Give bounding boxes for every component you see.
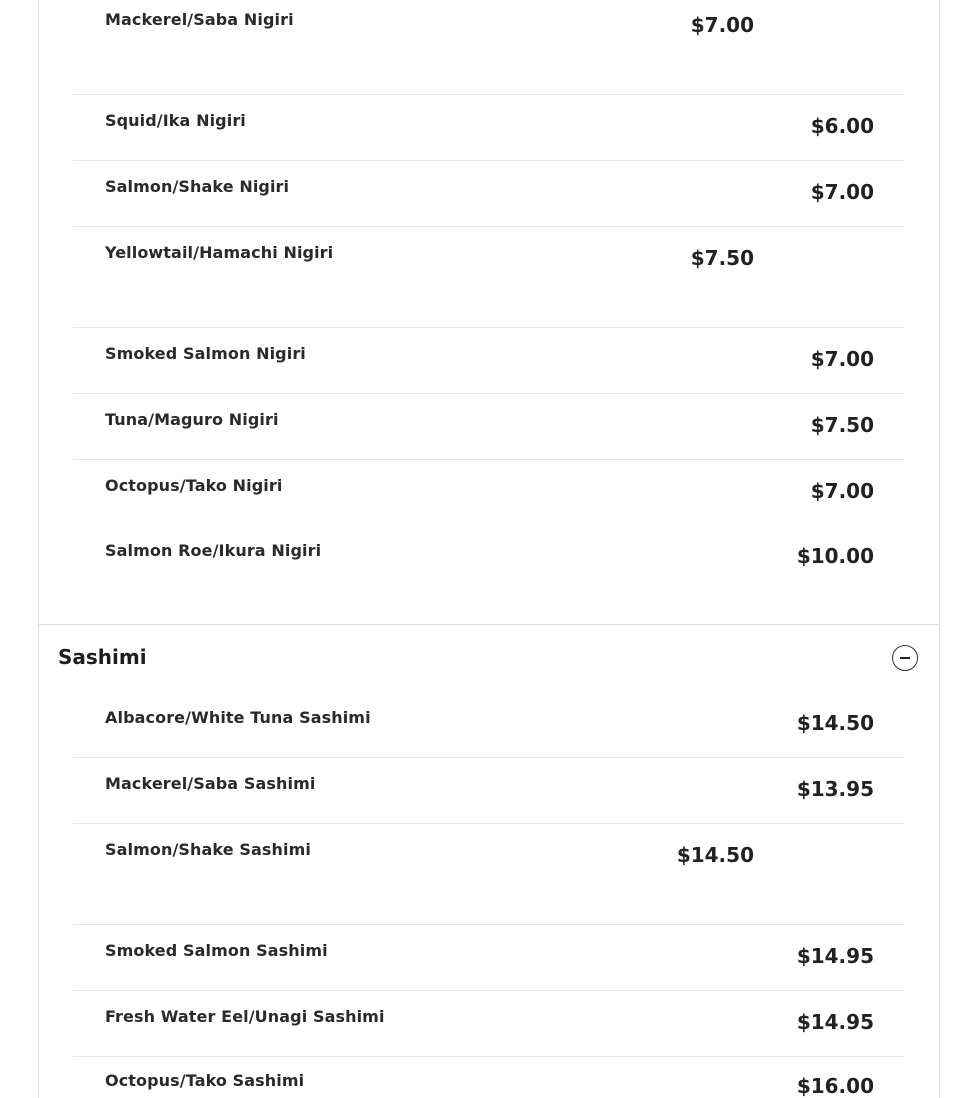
menu-item-row[interactable]: [73, 394, 904, 460]
item-name: Smoked Salmon Nigiri: [105, 344, 306, 363]
item-price: $7.00: [810, 479, 874, 503]
item-price: $7.00: [810, 180, 874, 204]
item-name: Squid/Ika Nigiri: [105, 111, 246, 130]
menu-item-row[interactable]: [73, 758, 904, 824]
item-price: $7.50: [810, 413, 874, 437]
item-price: $14.95: [796, 1010, 874, 1034]
item-price: $13.95: [796, 777, 874, 801]
menu-item-row[interactable]: [73, 526, 904, 592]
menu-item-row[interactable]: [73, 692, 904, 758]
minus-circle-icon[interactable]: [892, 645, 918, 671]
item-price: $14.50: [796, 711, 874, 735]
item-price: $10.00: [796, 544, 874, 568]
item-name: Yellowtail/Hamachi Nigiri: [105, 243, 334, 262]
menu-item-row[interactable]: [73, 1057, 904, 1098]
item-name: Octopus/Tako Sashimi: [105, 1071, 305, 1090]
item-name: Salmon/Shake Sashimi: [105, 840, 311, 859]
menu-item-row[interactable]: [73, 227, 904, 328]
item-name: Mackerel/Saba Sashimi: [105, 774, 316, 793]
item-price: $6.00: [810, 114, 874, 138]
item-price: $14.95: [796, 944, 874, 968]
item-price: $16.00: [796, 1074, 874, 1098]
item-price: $7.00: [810, 347, 874, 371]
menu-item-row[interactable]: [73, 824, 904, 925]
section-title-sashimi[interactable]: Sashimi: [58, 645, 147, 669]
menu-item-row[interactable]: [73, 925, 904, 991]
item-price: $7.00: [690, 13, 754, 37]
menu-item-row[interactable]: [73, 460, 904, 526]
menu-item-row[interactable]: [73, 95, 904, 161]
item-name: Salmon Roe/Ikura Nigiri: [105, 541, 322, 560]
item-name: Fresh Water Eel/Unagi Sashimi: [105, 1007, 385, 1026]
item-name: Smoked Salmon Sashimi: [105, 941, 328, 960]
item-name: Tuna/Maguro Nigiri: [105, 410, 279, 429]
item-name: Octopus/Tako Nigiri: [105, 476, 283, 495]
menu-item-row[interactable]: [73, 991, 904, 1057]
item-name: Salmon/Shake Nigiri: [105, 177, 290, 196]
menu-item-row[interactable]: [73, 0, 904, 95]
item-name: Mackerel/Saba Nigiri: [105, 10, 294, 29]
item-price: $14.50: [676, 843, 754, 867]
item-price: $7.50: [690, 246, 754, 270]
menu-item-row[interactable]: [73, 161, 904, 227]
item-name: Albacore/White Tuna Sashimi: [105, 708, 371, 727]
section-divider: [38, 624, 940, 625]
menu-item-row[interactable]: [73, 328, 904, 394]
